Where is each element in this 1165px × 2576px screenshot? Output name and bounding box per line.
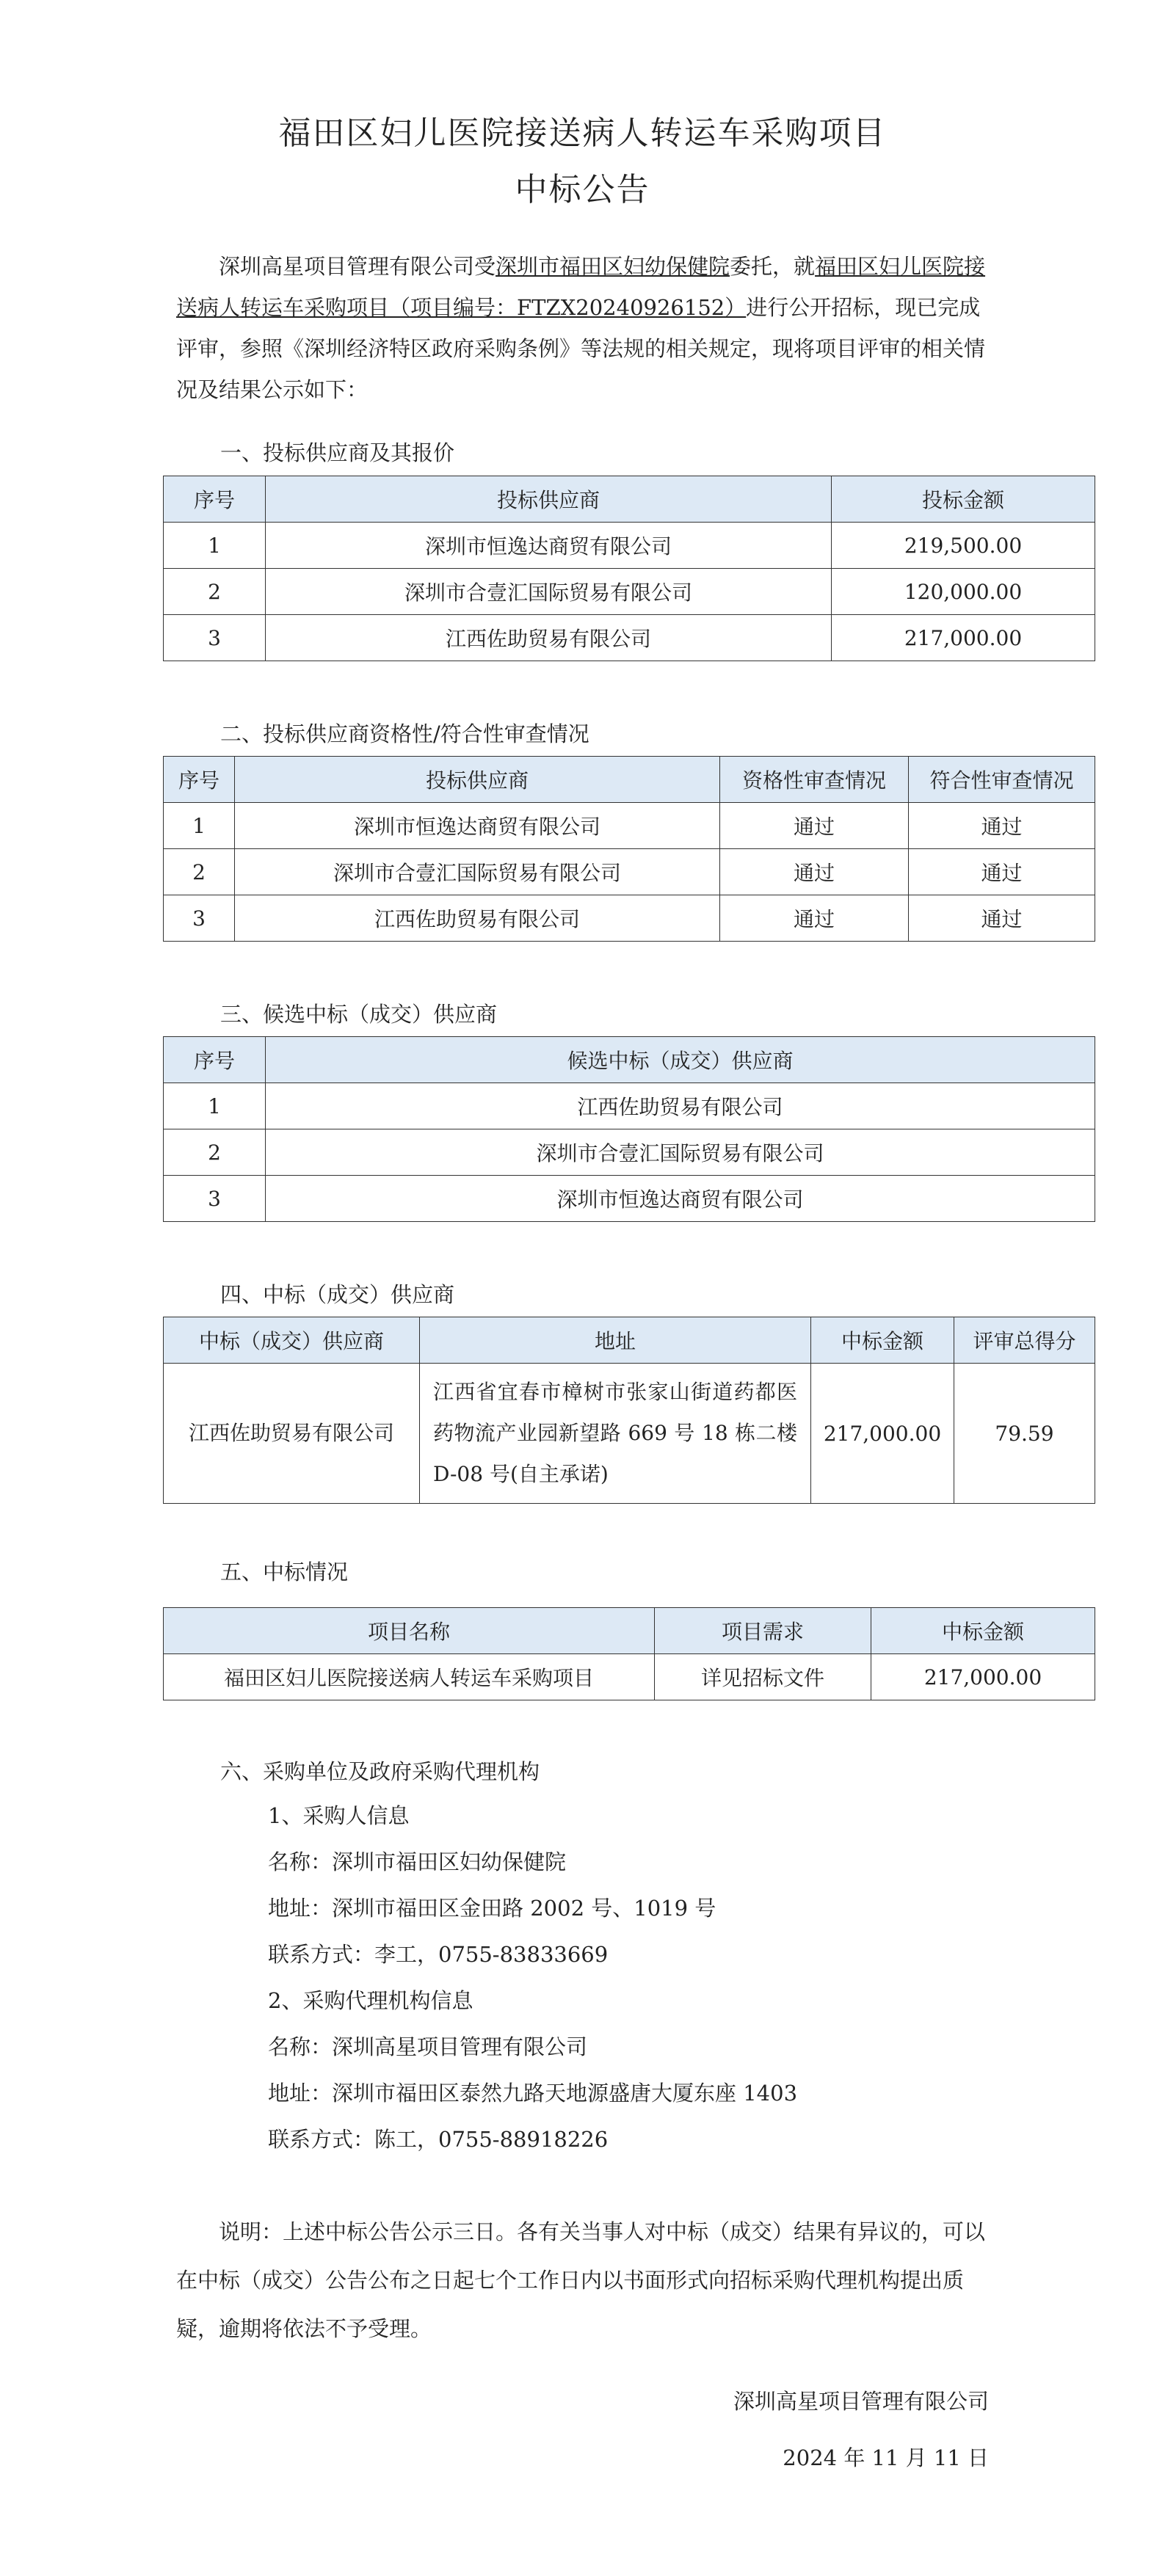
col-header: 投标供应商: [235, 757, 720, 803]
table-header-row: [164, 476, 1095, 523]
cell: 福田区妇儿医院接送病人转运车采购项目: [164, 1654, 655, 1700]
cell: 深圳市合壹汇国际贸易有限公司: [266, 1129, 1095, 1176]
col-header: 序号: [164, 1037, 266, 1083]
agent-name: 名称：深圳高星项目管理有限公司: [268, 2034, 588, 2059]
agent-contact: 联系方式：陈工，0755-88918226: [268, 2127, 609, 2152]
col-header: 项目名称: [164, 1608, 655, 1654]
table-row: [164, 1176, 1095, 1222]
intro-text-1: 深圳高星项目管理有限公司受: [219, 254, 496, 279]
col-header: 项目需求: [655, 1608, 871, 1654]
section1-heading: 一、投标供应商及其报价: [220, 440, 455, 465]
table-row: [164, 895, 1095, 942]
cell: 通过: [909, 849, 1095, 895]
page-subtitle: 中标公告: [515, 171, 650, 208]
cell: 1: [164, 1083, 266, 1129]
cell: 1: [164, 803, 235, 849]
cell: 3: [164, 615, 266, 661]
intro-text-2: 委托，就: [730, 254, 816, 279]
section3-heading: 三、候选中标（成交）供应商: [220, 1002, 498, 1027]
table-header-row: [164, 757, 1095, 803]
cell: 江西佐助贸易有限公司: [235, 895, 720, 942]
section6-heading: 六、采购单位及政府采购代理机构: [220, 1759, 540, 1784]
cell: 2: [164, 1129, 266, 1176]
section2-heading: 二、投标供应商资格性/符合性审查情况: [220, 721, 589, 746]
cell-address: 江西省宜春市樟树市张家山街道药都医药物流产业园新望路 669 号 18 栋二楼 D-08 号(自主承诺): [420, 1364, 811, 1504]
table-row: [164, 1083, 1095, 1129]
page-title: 福田区妇儿医院接送病人转运车采购项目: [278, 114, 887, 152]
cell: 深圳市恒逸达商贸有限公司: [266, 523, 832, 569]
cell: 深圳市合壹汇国际贸易有限公司: [266, 569, 832, 615]
table-header-row: [164, 1317, 1095, 1364]
cell: 2: [164, 569, 266, 615]
agent-heading: 2、采购代理机构信息: [268, 1988, 473, 2013]
intro-purchaser: 深圳市福田区妇幼保健院: [496, 254, 730, 279]
section4-heading: 四、中标（成交）供应商: [220, 1282, 455, 1307]
winner-table: [163, 1317, 1095, 1504]
cell: 通过: [720, 803, 909, 849]
cell: 217,000.00: [832, 615, 1095, 661]
cell: 江西佐助贸易有限公司: [266, 615, 832, 661]
cell: 深圳市恒逸达商贸有限公司: [266, 1176, 1095, 1222]
cell: 详见招标文件: [655, 1654, 871, 1700]
intro-project: 福田区妇儿医院接送病人转运车采购项目（项目编号：FTZX20240926152）: [176, 254, 986, 320]
purchaser-heading: 1、采购人信息: [268, 1803, 410, 1828]
table-row: [164, 615, 1095, 661]
col-header: 候选中标（成交）供应商: [266, 1037, 1095, 1083]
intro-paragraph: [176, 246, 991, 410]
table-row: [164, 1654, 1095, 1700]
award-table: [163, 1607, 1095, 1700]
table-row: [164, 1364, 1095, 1504]
table-header-row: [164, 1037, 1095, 1083]
cell-score: 79.59: [954, 1364, 1095, 1504]
cell: 深圳市恒逸达商贸有限公司: [235, 803, 720, 849]
table-row: [164, 1129, 1095, 1176]
bids-table: [163, 476, 1095, 661]
col-header: 中标（成交）供应商: [164, 1317, 420, 1364]
table-row: [164, 523, 1095, 569]
signature-date: 2024 年 11 月 11 日: [783, 2445, 989, 2470]
cell: 2: [164, 849, 235, 895]
purchaser-contact: 联系方式：李工，0755-83833669: [268, 1942, 609, 1967]
agent-address: 地址：深圳市福田区泰然九路天地源盛唐大厦东座 1403: [268, 2081, 798, 2106]
cell: 219,500.00: [832, 523, 1095, 569]
note-paragraph: 说明：上述中标公告公示三日。各有关当事人对中标（成交）结果有异议的，可以在中标（成交）公告公布之日起七个工作日内以书面形式向招标采购代理机构提出质疑，逾期将依法不予受理。: [176, 2219, 986, 2341]
cell: 深圳市合壹汇国际贸易有限公司: [235, 849, 720, 895]
col-header: 资格性审查情况: [720, 757, 909, 803]
col-header: 符合性审查情况: [909, 757, 1095, 803]
cell: 通过: [720, 849, 909, 895]
col-header: 序号: [164, 476, 266, 523]
review-table: [163, 756, 1095, 942]
cell: 3: [164, 1176, 266, 1222]
purchaser-name: 名称：深圳市福田区妇幼保健院: [268, 1849, 567, 1874]
candidates-table: [163, 1036, 1095, 1222]
cell: 120,000.00: [832, 569, 1095, 615]
col-header: 中标金额: [811, 1317, 954, 1364]
purchaser-address: 地址：深圳市福田区金田路 2002 号、1019 号: [268, 1896, 716, 1921]
table-header-row: [164, 1608, 1095, 1654]
cell: 通过: [909, 803, 1095, 849]
section5-heading: 五、中标情况: [220, 1560, 349, 1584]
col-header: 投标供应商: [266, 476, 832, 523]
col-header: 序号: [164, 757, 235, 803]
cell-amount: 217,000.00: [811, 1364, 954, 1504]
col-header: 评审总得分: [954, 1317, 1095, 1364]
cell-supplier: 江西佐助贸易有限公司: [164, 1364, 420, 1504]
col-header: 地址: [420, 1317, 811, 1364]
cell: 江西佐助贸易有限公司: [266, 1083, 1095, 1129]
col-header: 投标金额: [832, 476, 1095, 523]
intro-text-3: 进行公开招标，现已完成评审，参照《深圳经济特区政府采购条例》等法规的相关规定，现将项目评审的相关情况及结果公示如下：: [176, 295, 986, 402]
cell: 通过: [909, 895, 1095, 942]
cell: 3: [164, 895, 235, 942]
cell: 217,000.00: [871, 1654, 1095, 1700]
cell: 1: [164, 523, 266, 569]
table-row: [164, 569, 1095, 615]
signature-company: 深圳高星项目管理有限公司: [733, 2389, 989, 2414]
table-row: [164, 803, 1095, 849]
col-header: 中标金额: [871, 1608, 1095, 1654]
cell: 通过: [720, 895, 909, 942]
table-row: [164, 849, 1095, 895]
